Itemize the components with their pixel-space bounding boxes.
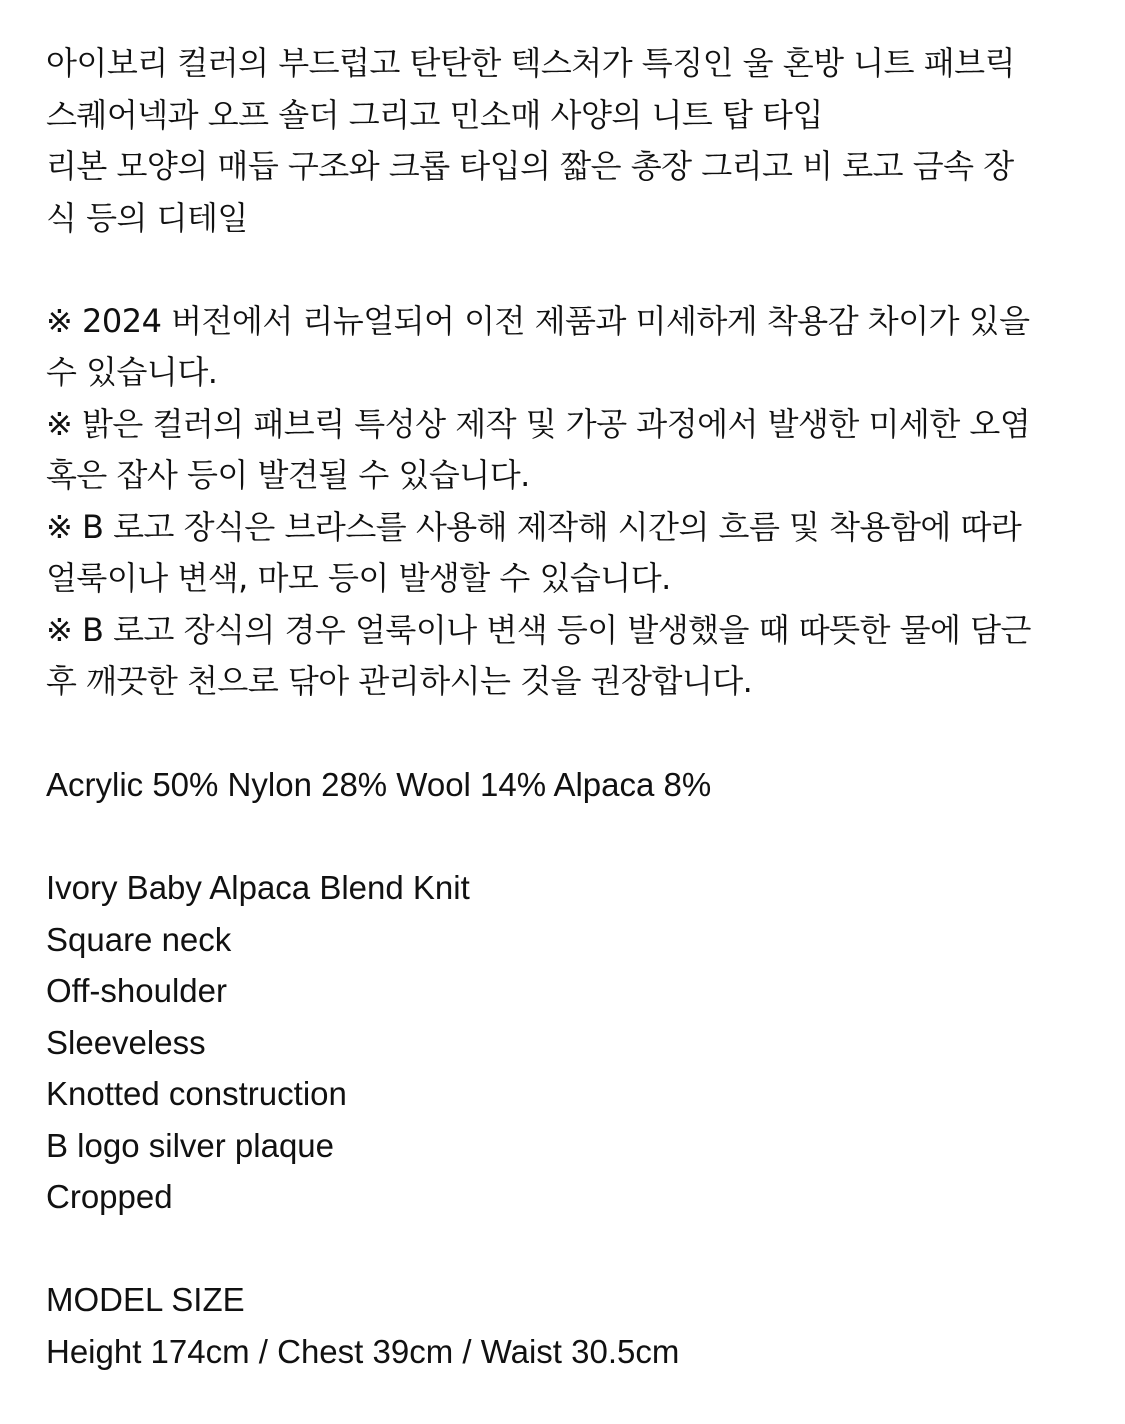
feature-item: Ivory Baby Alpaca Blend Knit bbox=[46, 869, 470, 906]
description-line: 식 등의 디테일 bbox=[46, 198, 248, 237]
feature-item: Square neck bbox=[46, 920, 232, 958]
korean-description-block bbox=[46, 38, 1086, 244]
model-size-block bbox=[46, 1274, 1086, 1377]
note-line: 후 깨끗한 천으로 닦아 관리하시는 것을 권장합니다. bbox=[46, 662, 753, 700]
model-size-heading: MODEL SIZE bbox=[46, 1281, 245, 1318]
note-line: 혹은 잡사 등이 발견될 수 있습니다. bbox=[46, 456, 530, 494]
spacer bbox=[46, 811, 1086, 863]
product-description-document bbox=[46, 38, 1086, 1377]
description-line: 스퀘어넥과 오프 숄더 그리고 민소매 사양의 니트 탑 타입 bbox=[46, 95, 823, 134]
note-line: ※ B 로고 장식은 브라스를 사용해 제작해 시간의 흐름 및 착용함에 따라 bbox=[46, 507, 1022, 546]
model-size-measurements: Height 174cm / Chest 39cm / Waist 30.5cm bbox=[46, 1332, 680, 1370]
note-line: ※ 밝은 컬러의 패브릭 특성상 제작 및 가공 과정에서 발생한 미세한 오염 bbox=[46, 404, 1031, 443]
feature-item: Cropped bbox=[46, 1178, 173, 1215]
note-line: ※ 2024 버전에서 리뉴얼되어 이전 제품과 미세하게 착용감 차이가 있을 bbox=[46, 301, 1030, 340]
spacer bbox=[46, 244, 1086, 296]
note-line: ※ B 로고 장식의 경우 얼룩이나 변색 등이 발생했을 때 따뜻한 물에 담근 bbox=[46, 610, 1031, 649]
care-notes-block bbox=[46, 296, 1086, 708]
features-list bbox=[46, 862, 1086, 1223]
fabric-composition: Acrylic 50% Nylon 28% Wool 14% Alpaca 8% bbox=[46, 766, 712, 803]
feature-item: Off-shoulder bbox=[46, 972, 227, 1009]
description-line: 리본 모양의 매듭 구조와 크롭 타입의 짧은 총장 그리고 비 로고 금속 장 bbox=[46, 147, 1014, 185]
note-line: 얼룩이나 변색, 마모 등이 발생할 수 있습니다. bbox=[46, 559, 671, 597]
feature-item: Sleeveless bbox=[46, 1023, 206, 1061]
spacer bbox=[46, 708, 1086, 760]
description-line: 아이보리 컬러의 부드럽고 탄탄한 텍스처가 특징인 울 혼방 니트 패브릭 bbox=[46, 44, 1015, 82]
feature-item: B logo silver plaque bbox=[46, 1126, 335, 1164]
feature-item: Knotted construction bbox=[46, 1075, 347, 1112]
note-line: 수 있습니다. bbox=[46, 353, 218, 391]
spacer bbox=[46, 1223, 1086, 1275]
